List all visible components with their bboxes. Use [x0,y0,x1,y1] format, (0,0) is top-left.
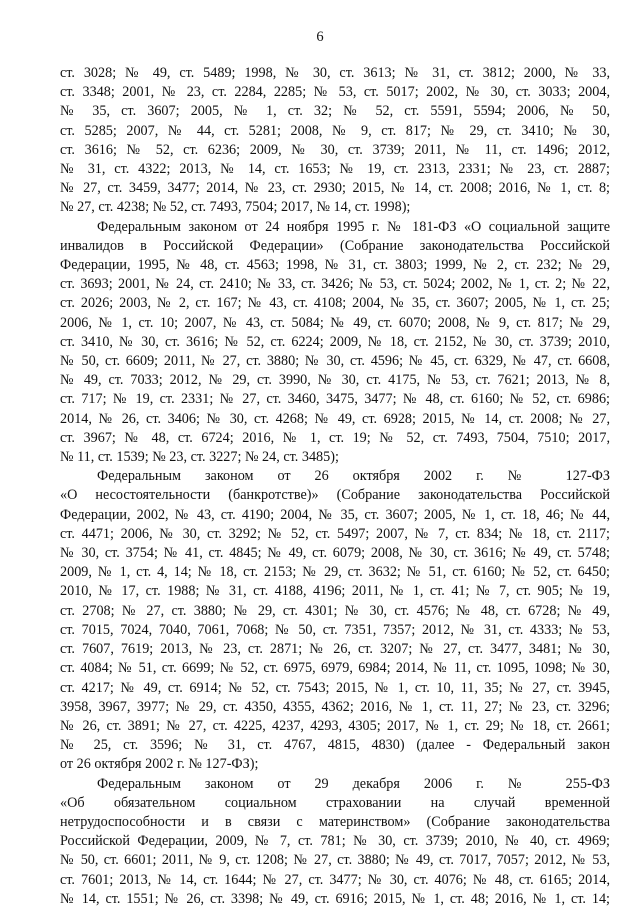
text-line: Федерации, 1995, № 48, ст. 4563; 1998, № 31, ст. 3803; 1999, № 2, ст. 232; № 29, [60,257,610,274]
text-line: № 11, ст. 1539; № 23, ст. 3227; № 24, ст. 3485); [60,449,339,466]
text-line: № 27, ст. 4238; № 52, ст. 7493, 7504; 2017, № 14, ст. 1998); [60,199,411,216]
text-line: Федеральным законом от 29 декабря 2006 г. № 255-ФЗ [97,775,610,792]
text-line: ст. 7015, 7024, 7040, 7061, 7068; № 50, ст. 7351, 7357; 2012, № 31, ст. 4333; № 53, [60,621,610,638]
text-line: № 50, ст. 6601; 2011, № 9, ст. 1208; № 27, ст. 3880; № 49, ст. 7017, 7057; 2012, № 53, [60,852,610,869]
text-line: № 27, ст. 3459, 3477; 2014, № 23, ст. 2930; 2015, № 14, ст. 2008; 2016, № 1, ст. 8; [60,180,610,197]
paragraph [60,467,610,774]
page-number: 6 [316,29,324,45]
text-line: ст. 7607, 7619; 2013, № 23, ст. 2871; № 26, ст. 3207; № 27, ст. 3477, 3481; № 30, [60,641,610,658]
text-line: Федеральным законом от 24 ноября 1995 г. № 181-ФЗ «О социальной защите [97,218,610,235]
text-line: ст. 3028; № 49, ст. 5489; 1998, № 30, ст. 3613; № 31, ст. 3812; 2000, № 33, [60,65,610,81]
text-line: 2014, № 26, ст. 3406; № 30, ст. 4268; № 49, ст. 6928; 2015, № 14, ст. 2008; № 27, [60,410,610,427]
text-line: ст. 7601; 2013, № 14, ст. 1644; № 27, ст. 3477; № 30, ст. 4076; № 48, ст. 6165; 2014, [60,871,610,888]
paragraph [60,218,610,468]
text-line: ст. 717; № 19, ст. 2331; № 27, ст. 3460, 3475, 3477; № 48, ст. 6160; № 52, ст. 6986; [60,391,610,408]
text-line: ст. 4084; № 51, ст. 6699; № 52, ст. 6975, 6979, 6984; 2014, № 11, ст. 1095, 1098; № 30, [60,660,610,677]
text-line: 2006, № 1, ст. 10; 2007, № 43, ст. 5084; № 49, ст. 6070; 2008, № 9, ст. 817; № 29, [60,314,610,331]
text-line: № 35, ст. 3607; 2005, № 1, ст. 32; № 52, ст. 5591, 5594; 2006, № 50, [60,103,610,120]
text-line: № 50, ст. 6609; 2011, № 27, ст. 3880; № 30, ст. 4596; № 45, ст. 6329, № 47, ст. 6608, [60,353,610,370]
text-line: № 26, ст. 3891; № 27, ст. 4225, 4237, 4293, 4305; 2017, № 1, ст. 29; № 18, ст. 2661; [60,717,610,734]
text-line: «О несостоятельности (банкротстве)» (Собрание законодательства Российской [60,487,610,504]
text-line: ст. 3967; № 48, ст. 6724; 2016, № 1, ст. 19; № 52, ст. 7493, 7504, 7510; 2017, [60,429,610,446]
text-line: 3958, 3967, 3977; № 29, ст. 4350, 4355, 4362; 2016, № 1, ст. 11, 27; № 23, ст. 3296; [60,698,610,715]
text-line: Федеральным законом от 26 октября 2002 г. № 127-ФЗ [97,468,610,485]
text-line: от 26 октября 2002 г. № 127-ФЗ); [60,756,259,773]
text-line: «Об обязательном социальном страховании на случай временной [60,794,610,811]
text-line: ст. 4471; 2006, № 30, ст. 3292; № 52, ст. 5497; 2007, № 7, ст. 834; № 18, ст. 2117; [60,525,610,542]
text-line: Федерации, 2002, № 43, ст. 4190; 2004, № 35, ст. 3607; 2005, № 1, ст. 18, 46; № 44, [60,506,610,523]
text-line: № 30, ст. 3754; № 41, ст. 4845; № 49, ст. 6079; 2008, № 30, ст. 3616; № 49, ст. 5748; [60,545,610,562]
text-line: № 14, ст. 1551; № 26, ст. 3398; № 49, ст. 6916; 2015, № 1, ст. 48; 2016, № 1, ст. 14; [60,890,610,907]
text-line: 2010, № 17, ст. 1988; № 31, ст. 4188, 4196; 2011, № 1, ст. 41; № 7, ст. 905; № 19, [60,583,610,600]
text-line: № 49, ст. 7033; 2012, № 29, ст. 3990, № 30, ст. 4175, № 53, ст. 7621; 2013, № 8, [60,372,610,389]
text-line: 2009, № 1, ст. 4, 14; № 18, ст. 2153; № 29, ст. 3632; № 51, ст. 6160; № 52, ст. 6450; [60,564,610,581]
text-line: ст. 2026; 2003, № 2, ст. 167; № 43, ст. 4108; 2004, № 35, ст. 3607; 2005, № 1, ст. 25; [60,295,610,312]
text-line: ст. 3693; 2001, № 24, ст. 2410; № 33, ст. 3426; № 53, ст. 5024; 2002, № 1, ст. 2; № 22, [60,276,610,293]
text-line: нетрудоспособности и в связи с материнством» (Собрание законодательства [60,813,610,830]
text-line: ст. 3410, № 30, ст. 3616; № 52, ст. 6224; 2009, № 18, ст. 2152, № 30, ст. 3739; 2010, [60,333,610,350]
paragraph [60,775,610,909]
text-line: инвалидов в Российской Федерации» (Собрание законодательства Российской [60,237,610,254]
text-line: № 25, ст. 3596; № 31, ст. 4767, 4815, 4830) (далее - Федеральный закон [60,737,610,754]
text-line: ст. 3616; № 52, ст. 6236; 2009, № 30, ст. 3739; 2011, № 11, ст. 1496; 2012, [60,141,610,158]
text-line: № 31, ст. 4322; 2013, № 14, ст. 1653; № 19, ст. 2313, 2331; № 23, ст. 2887; [60,161,610,178]
text-line: ст. 2708; № 27, ст. 3880; № 29, ст. 4301; № 30, ст. 4576; № 48, ст. 6728; № 49, [60,602,610,619]
document-body [60,64,610,909]
text-line: ст. 3348; 2001, № 23, ст. 2284, 2285; № 53, ст. 5017; 2002, № 30, ст. 3033; 2004, [60,84,610,101]
paragraph [60,64,610,218]
text-line: ст. 5285; 2007, № 44, ст. 5281; 2008, № 9, ст. 817; № 29, ст. 3410; № 30, [60,122,610,139]
text-line: ст. 4217; № 49, ст. 6914; № 52, ст. 7543; 2015, № 1, ст. 10, 11, 35; № 27, ст. 3945, [60,679,610,696]
text-line: Российской Федерации, 2009, № 7, ст. 781; № 30, ст. 3739; 2010, № 40, ст. 4969; [60,833,610,850]
